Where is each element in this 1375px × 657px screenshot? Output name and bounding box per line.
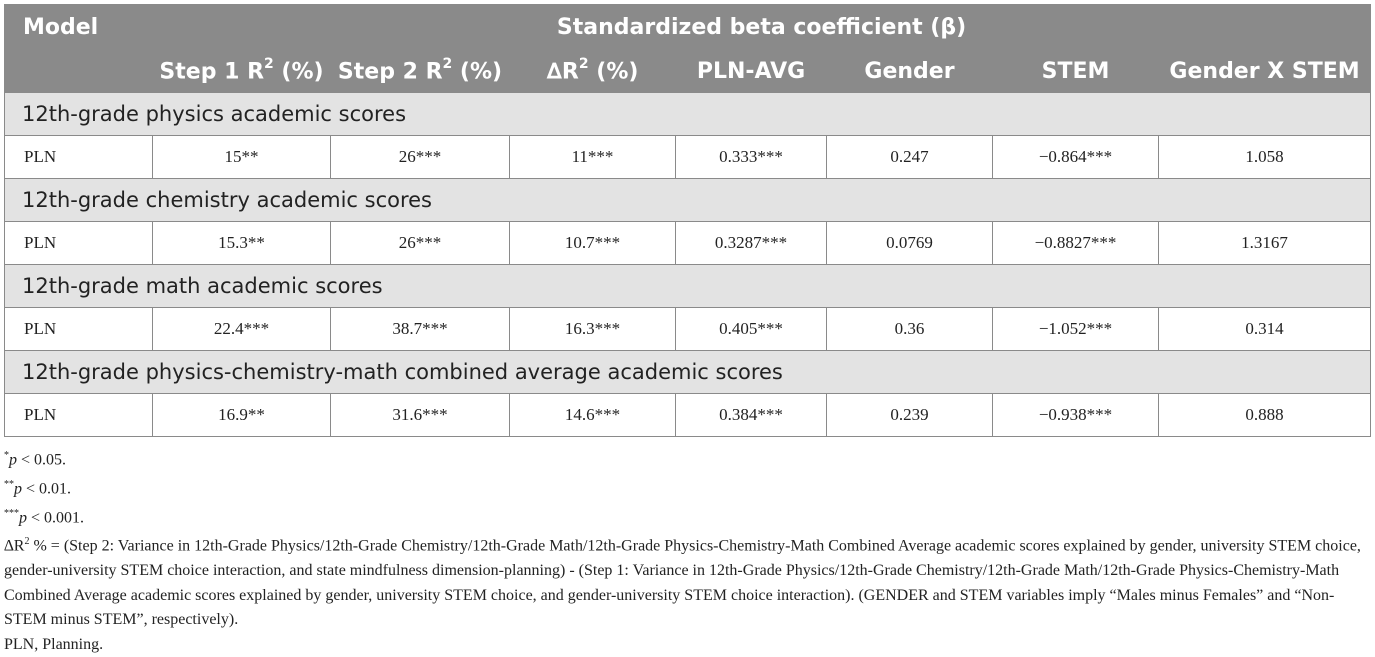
cell-stem: −0.864*** <box>993 136 1159 179</box>
cell-pln-avg: 0.333*** <box>676 136 827 179</box>
cell-delta-r2: 14.6*** <box>510 394 676 437</box>
cell-gender-x-stem: 0.314 <box>1159 308 1371 351</box>
cell-step1-r2: 15.3** <box>153 222 331 265</box>
table-footnotes <box>4 444 1372 657</box>
table-row <box>5 308 1371 351</box>
cell-gender: 0.247 <box>827 136 993 179</box>
footnote-significance-005: *p < 0.05. <box>4 450 67 469</box>
group-row-math <box>5 265 1371 308</box>
beta-coefficient-header: Standardized beta coefficient (β) <box>153 5 1371 50</box>
cell-step1-r2: 22.4*** <box>153 308 331 351</box>
cell-stem: −0.938*** <box>993 394 1159 437</box>
row-label: PLN <box>5 222 153 265</box>
group-title: 12th-grade physics-chemistry-math combined average academic scores <box>5 351 1371 394</box>
group-title: 12th-grade math academic scores <box>5 265 1371 308</box>
cell-gender-x-stem: 1.3167 <box>1159 222 1371 265</box>
group-row-combined <box>5 351 1371 394</box>
group-row-physics <box>5 93 1371 136</box>
footnote-significance-001: **p < 0.01. <box>4 478 72 498</box>
header-row-top <box>5 5 1371 50</box>
cell-step1-r2: 15** <box>153 136 331 179</box>
row-label: PLN <box>5 308 153 351</box>
cell-step2-r2: 31.6*** <box>331 394 510 437</box>
cell-gender: 0.36 <box>827 308 993 351</box>
group-title: 12th-grade chemistry academic scores <box>5 179 1371 222</box>
results-table-container <box>4 4 1371 437</box>
table-row <box>5 136 1371 179</box>
cell-gender: 0.239 <box>827 394 993 437</box>
cell-step2-r2: 26*** <box>331 222 510 265</box>
cell-gender: 0.0769 <box>827 222 993 265</box>
cell-gender-x-stem: 0.888 <box>1159 394 1371 437</box>
model-header: Model <box>5 5 153 93</box>
column-header-step2-r2: Step 2 $R^2$ (%) <box>331 50 510 93</box>
table-row <box>5 222 1371 265</box>
cell-step1-r2: 16.9** <box>153 394 331 437</box>
cell-pln-avg: 0.405*** <box>676 308 827 351</box>
group-row-chemistry <box>5 179 1371 222</box>
column-header-delta-r2: $\Delta R^2$ (%) <box>510 50 676 93</box>
column-header-gender: Gender <box>827 50 993 93</box>
column-header-stem: STEM <box>993 50 1159 93</box>
cell-delta-r2: 10.7*** <box>510 222 676 265</box>
cell-gender-x-stem: 1.058 <box>1159 136 1371 179</box>
row-label: PLN <box>5 394 153 437</box>
cell-pln-avg: 0.384*** <box>676 394 827 437</box>
table-row <box>5 394 1371 437</box>
column-header-pln-avg: PLN-AVG <box>676 50 827 93</box>
cell-stem: −0.8827*** <box>993 222 1159 265</box>
cell-step2-r2: 26*** <box>331 136 510 179</box>
column-header-step1-r2: Step 1 $R^2$ (%) <box>153 50 331 93</box>
cell-pln-avg: 0.3287*** <box>676 222 827 265</box>
cell-stem: −1.052*** <box>993 308 1159 351</box>
footnote-significance-0001: ***p < 0.001. <box>4 507 85 526</box>
cell-delta-r2: 11*** <box>510 136 676 179</box>
header-row-columns <box>5 50 1371 93</box>
row-label: PLN <box>5 136 153 179</box>
cell-step2-r2: 38.7*** <box>331 308 510 351</box>
footnote-delta-r2-definition: $\Delta R^2$ % = (Step 2: Variance in 12th-Grade Physics/12th-Grade Chemistry/12th-Grade Math/12th-Grade Physics-Chemistry-Math Combined Average academic scores explained by gender, university STEM choice, gender-university STEM choice interaction, and state mindfulness dimension-planning) - (Step 1: Variance in 12th-Grade Physics/12th-Grade Chemistry/12th-Grade Math/12th-Grade Physics-Chemistry-Math Combined Average academic scores explained by gender, university STEM choice, and gender-university STEM choice interaction). (GENDER and STEM variables imply “Males minus Females” and “Non-STEM minus STEM”, respectively). <box>4 536 1361 629</box>
footnote-abbreviation: PLN, Planning. <box>4 635 104 653</box>
results-table <box>4 4 1371 437</box>
cell-delta-r2: 16.3*** <box>510 308 676 351</box>
group-title: 12th-grade physics academic scores <box>5 93 1371 136</box>
column-header-gender-x-stem: Gender X STEM <box>1159 50 1371 93</box>
